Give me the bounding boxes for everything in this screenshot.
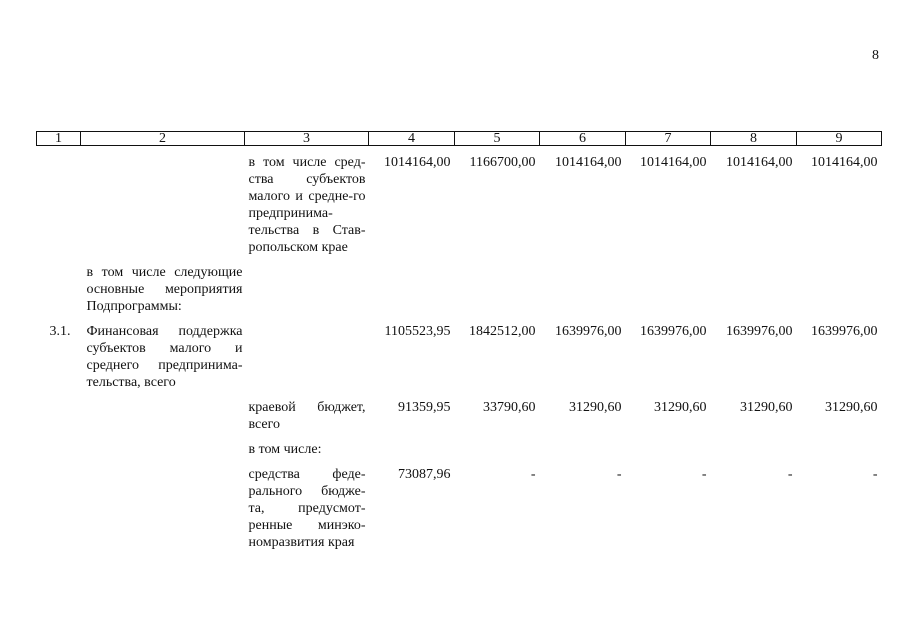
row-source	[245, 264, 369, 315]
value-col-8: 1639976,00	[726, 324, 793, 339]
header-col-1: 1	[37, 132, 81, 146]
header-col-3: 3	[245, 132, 369, 146]
value-col-8	[711, 264, 797, 315]
value-col-7: 31290,60	[654, 400, 707, 415]
row-source: в том числе:	[248, 442, 322, 457]
row-number	[37, 264, 81, 315]
row-source: краевой бюджет, всего	[248, 400, 366, 432]
header-col-7: 7	[626, 132, 711, 146]
row-title	[81, 466, 245, 551]
table-row	[37, 399, 882, 433]
value-col-6	[540, 264, 626, 315]
value-col-8: 31290,60	[740, 400, 793, 415]
value-col-9	[797, 264, 882, 315]
header-col-4: 4	[369, 132, 455, 146]
row-title: Финансовая поддержка субъектов малого и среднего предпринима-тельства, всего	[86, 324, 243, 390]
value-col-8: -	[787, 467, 793, 482]
value-col-5	[455, 441, 540, 458]
value-col-6: 1014164,00	[555, 155, 622, 170]
table-row	[37, 466, 882, 551]
value-col-4: 73087,96	[398, 467, 451, 482]
value-col-7: -	[701, 467, 707, 482]
value-col-6: 1639976,00	[555, 324, 622, 339]
row-number: 3.1.	[49, 324, 71, 339]
value-col-6: 31290,60	[569, 400, 622, 415]
value-col-4	[369, 441, 455, 458]
row-title	[81, 399, 245, 433]
value-col-5: 1166700,00	[469, 155, 536, 170]
value-col-6	[540, 441, 626, 458]
header-col-9: 9	[797, 132, 882, 146]
page-number: 8	[872, 48, 879, 63]
table-row	[37, 264, 882, 315]
row-number	[37, 154, 81, 256]
value-col-5: 1842512,00	[469, 324, 536, 339]
row-number	[37, 466, 81, 551]
row-source: в том числе сред-ства субъектов малого и средне-го предпринима-тельства в Став-ропольском крае	[248, 155, 366, 255]
value-col-5: -	[530, 467, 536, 482]
value-col-5	[455, 264, 540, 315]
value-col-8	[711, 441, 797, 458]
table-row	[37, 154, 882, 256]
row-number	[37, 399, 81, 433]
row-source: средства феде-рального бюдже-та, предусмот-ренные минэко-номразвития края	[248, 467, 366, 550]
value-col-7	[626, 441, 711, 458]
value-col-4	[369, 264, 455, 315]
value-col-9: 1639976,00	[811, 324, 878, 339]
value-col-4: 91359,95	[398, 400, 451, 415]
row-source	[245, 323, 369, 391]
value-col-9: 31290,60	[825, 400, 878, 415]
value-col-7: 1014164,00	[640, 155, 707, 170]
value-col-9	[797, 441, 882, 458]
value-col-9: -	[872, 467, 878, 482]
header-col-8: 8	[711, 132, 797, 146]
row-title	[81, 154, 245, 256]
row-title: в том числе следующие основные мероприятия Подпрограммы:	[86, 265, 243, 314]
table-row	[37, 441, 882, 458]
value-col-8: 1014164,00	[726, 155, 793, 170]
row-number	[37, 441, 81, 458]
budget-table	[36, 131, 882, 551]
table-row	[37, 323, 882, 391]
header-row	[37, 132, 882, 146]
value-col-4: 1014164,00	[384, 155, 451, 170]
value-col-4: 1105523,95	[384, 324, 451, 339]
value-col-7	[626, 264, 711, 315]
value-col-9: 1014164,00	[811, 155, 878, 170]
header-col-6: 6	[540, 132, 626, 146]
header-col-5: 5	[455, 132, 540, 146]
value-col-5: 33790,60	[483, 400, 536, 415]
value-col-7: 1639976,00	[640, 324, 707, 339]
row-title	[81, 441, 245, 458]
header-col-2: 2	[81, 132, 245, 146]
value-col-6: -	[616, 467, 622, 482]
